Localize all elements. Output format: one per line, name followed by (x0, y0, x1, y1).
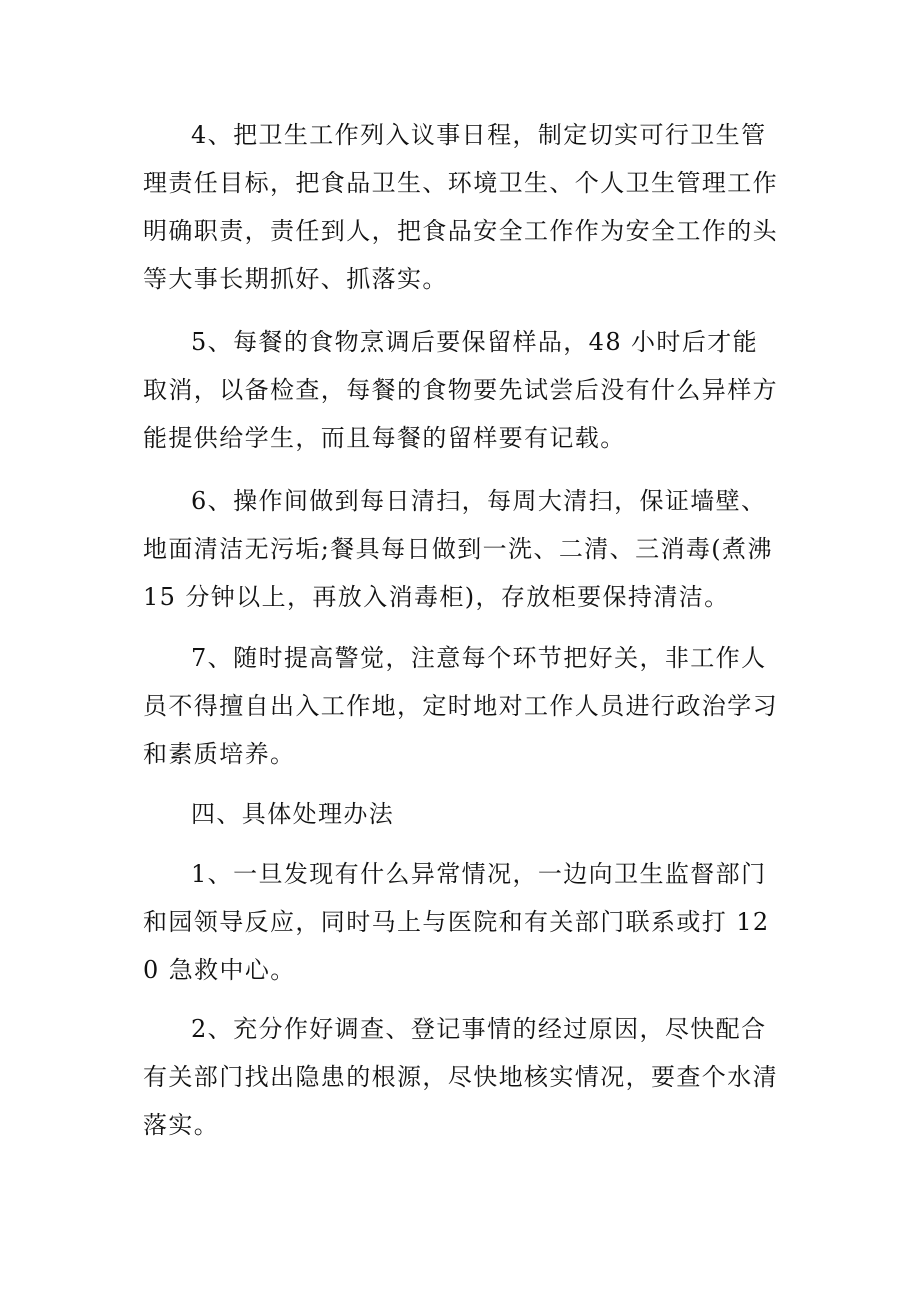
section-paragraph-1: 1、一旦发现有什么异常情况，一边向卫生监督部门和园领导反应，同时马上与医院和有关部门联系或打 120 急救中心。 (143, 860, 770, 984)
paragraph-item-4: 4、把卫生工作列入议事日程，制定切实可行卫生管理责任目标，把食品卫生、环境卫生、个人卫生管理工作明确职责，责任到人，把食品安全工作作为安全工作的头等大事长期抓好、抓落实。 (143, 121, 778, 293)
section-paragraph-2: 2、充分作好调查、登记事情的经过原因，尽快配合有关部门找出隐患的根源，尽快地核实情况，要查个水清落实。 (143, 1015, 778, 1139)
paragraph-item-7: 7、随时提高警觉，注意每个环节把好关，非工作人员不得擅自出入工作地，定时地对工作人员进行政治学习和素质培养。 (143, 644, 778, 768)
paragraph-item-5: 5、每餐的食物烹调后要保留样品，48 小时后才能取消，以备检查，每餐的食物要先试尝后没有什么异样方能提供给学生，而且每餐的留样要有记载。 (143, 328, 778, 452)
section-heading: 四、具体处理办法 (191, 800, 395, 828)
paragraph-item-6: 6、操作间做到每日清扫，每周大清扫，保证墙壁、地面清洁无污垢;餐具每日做到一洗、二清、三消毒(煮沸 15 分钟以上，再放入消毒柜)，存放柜要保持清洁。 (143, 487, 773, 611)
